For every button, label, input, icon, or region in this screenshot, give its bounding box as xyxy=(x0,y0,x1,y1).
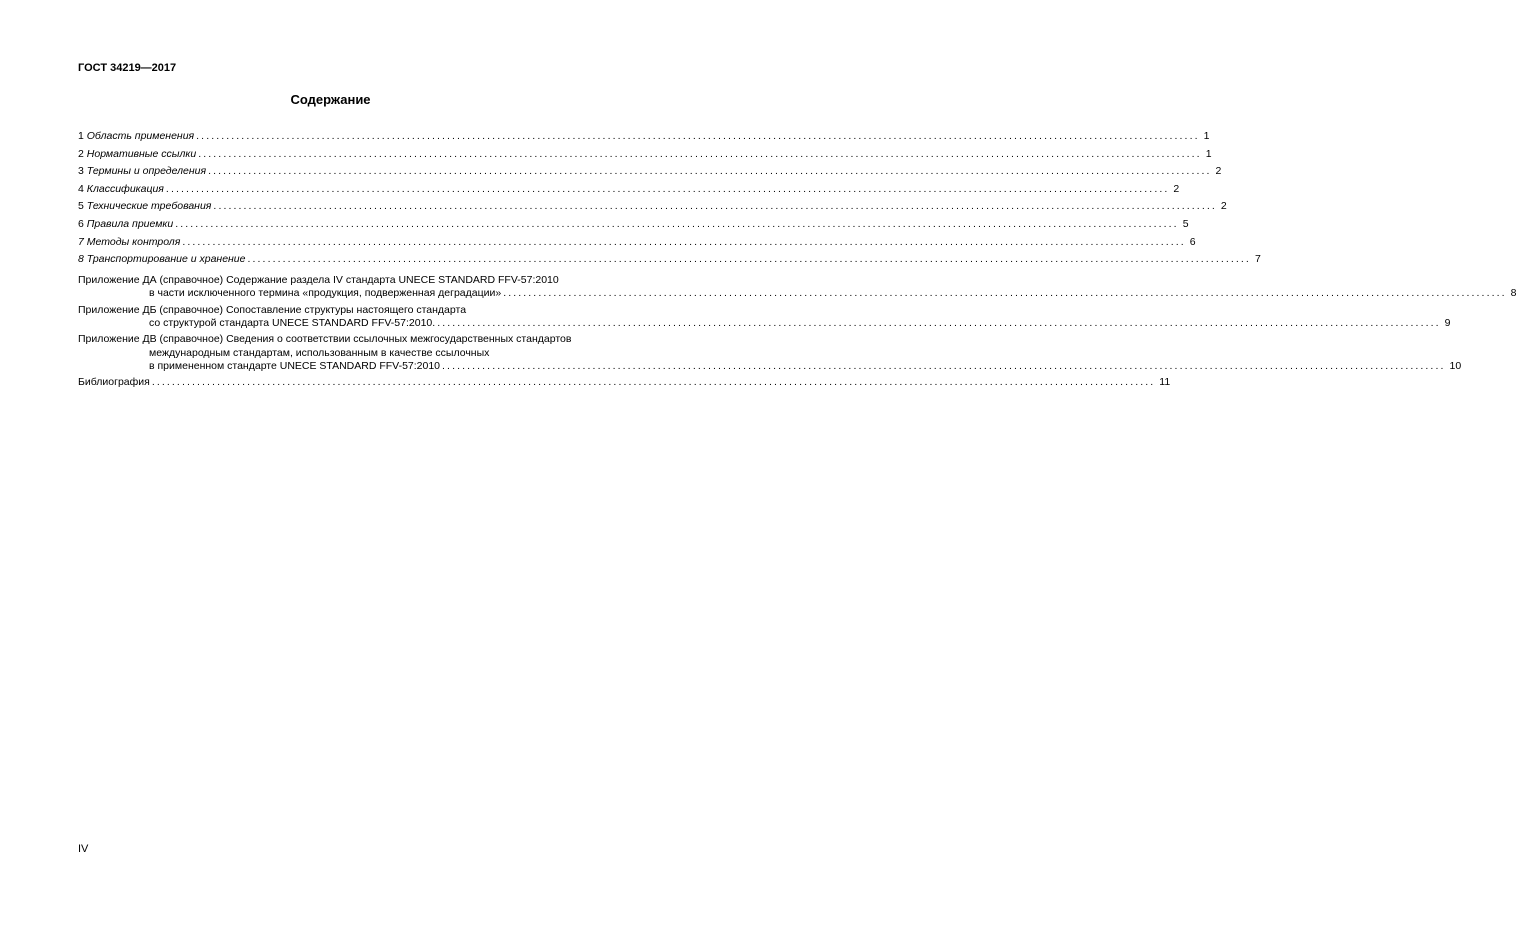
toc-item-title: Правила приемки xyxy=(86,217,174,230)
toc-item-page: 1 xyxy=(1205,147,1212,160)
toc-item-number: 3 xyxy=(78,165,84,178)
toc-item-4[interactable] xyxy=(78,182,1180,201)
toc-item-page: 6 xyxy=(1189,235,1196,248)
toc-item-page: 8 xyxy=(1510,287,1517,300)
toc-item-number: 1 xyxy=(78,130,84,142)
toc-item-title: Нормативные ссылки xyxy=(86,147,197,160)
leader-dots: ........................................................................................................................................................................................................ xyxy=(175,217,1179,230)
toc-item-title: Технические требования xyxy=(86,200,212,213)
leader-dots: ........................................................................................................................................................................................................ xyxy=(437,316,1441,329)
appendix-title: Приложение ДБ (справочное) Сопоставление структуры настоящего стандарта xyxy=(78,303,467,316)
toc-item-page: 10 xyxy=(1449,360,1462,373)
appendix-title-continued: со структурой стандарта UNECE STANDARD FFV-57:2010. xyxy=(149,316,436,329)
toc-item-3[interactable] xyxy=(78,165,1222,183)
toc-item-title: Область применения xyxy=(86,130,195,142)
toc-item-2[interactable] xyxy=(78,147,1212,166)
appendix-title: Приложение ДВ (справочное) Сведения о соответствии ссылочных межгосударственных стандартов xyxy=(78,333,572,346)
toc-item-number: 2 xyxy=(78,147,84,160)
toc-item-page: 2 xyxy=(1215,165,1222,178)
toc-item-title: Библиография xyxy=(78,376,150,389)
leader-dots: ........................................................................................................................................................................................................ xyxy=(442,360,1446,373)
toc-bibliography[interactable] xyxy=(78,376,1171,394)
toc-item-page: 11 xyxy=(1159,376,1171,389)
leader-dots: ........................................................................................................................................................................................................ xyxy=(503,287,1507,300)
leader-dots: ........................................................................................................................................................................................................ xyxy=(151,376,1156,389)
leader-dots: ........................................................................................................................................................................................................ xyxy=(247,253,1251,266)
document-code: ГОСТ 34219—2017 xyxy=(78,62,177,74)
toc-item-title: Термины и определения xyxy=(86,165,207,178)
toc-appendix-da[interactable] xyxy=(78,273,1517,301)
toc-item-number: 5 xyxy=(78,200,84,213)
toc-item-page: 9 xyxy=(1444,316,1451,329)
toc-item-title: Транспортирование и хранение xyxy=(86,253,246,266)
leader-dots: ........................................................................................................................................................................................................ xyxy=(213,200,1217,213)
toc-item-title: Методы контроля xyxy=(86,235,181,248)
toc-item-1[interactable] xyxy=(78,130,1210,148)
table-of-contents xyxy=(78,130,1517,394)
leader-dots: ........................................................................................................................................................................................................ xyxy=(182,235,1186,248)
appendix-title-continued: в примененном стандарте UNECE STANDARD FFV-57:2010 xyxy=(149,360,441,373)
page-title: Содержание xyxy=(290,92,371,107)
leader-dots: ........................................................................................................................................................................................................ xyxy=(208,165,1212,178)
toc-item-number: 4 xyxy=(78,182,84,195)
page-number: IV xyxy=(78,843,89,855)
toc-item-page: 2 xyxy=(1173,182,1180,195)
toc-item-page: 2 xyxy=(1220,200,1227,213)
appendix-title: Приложение ДА (справочное) Содержание раздела IV стандарта UNECE STANDARD FFV-57:2010 xyxy=(78,273,559,286)
toc-item-number: 6 xyxy=(78,217,84,230)
toc-appendix-db[interactable] xyxy=(78,303,1451,331)
toc-item-8[interactable] xyxy=(78,253,1261,271)
toc-item-number: 7 xyxy=(78,235,84,248)
leader-dots: ........................................................................................................................................................................................................ xyxy=(196,130,1200,142)
toc-item-7[interactable] xyxy=(78,235,1196,254)
leader-dots: ........................................................................................................................................................................................................ xyxy=(198,147,1202,160)
toc-item-5[interactable] xyxy=(78,200,1227,218)
appendix-title-continued: в части исключенного термина «продукция, подверженная деградации» xyxy=(149,287,502,300)
toc-item-number: 8 xyxy=(78,253,84,266)
leader-dots: ........................................................................................................................................................................................................ xyxy=(165,182,1170,195)
toc-item-title: Классификация xyxy=(86,182,164,195)
toc-item-6[interactable] xyxy=(78,217,1189,236)
toc-appendix-dv[interactable] xyxy=(78,333,1462,373)
toc-item-page: 7 xyxy=(1254,253,1261,266)
toc-item-page: 5 xyxy=(1182,217,1189,230)
appendix-title-continued: международным стандартам, использованным в качестве ссылочных xyxy=(149,346,490,359)
toc-item-page: 1 xyxy=(1203,130,1210,142)
